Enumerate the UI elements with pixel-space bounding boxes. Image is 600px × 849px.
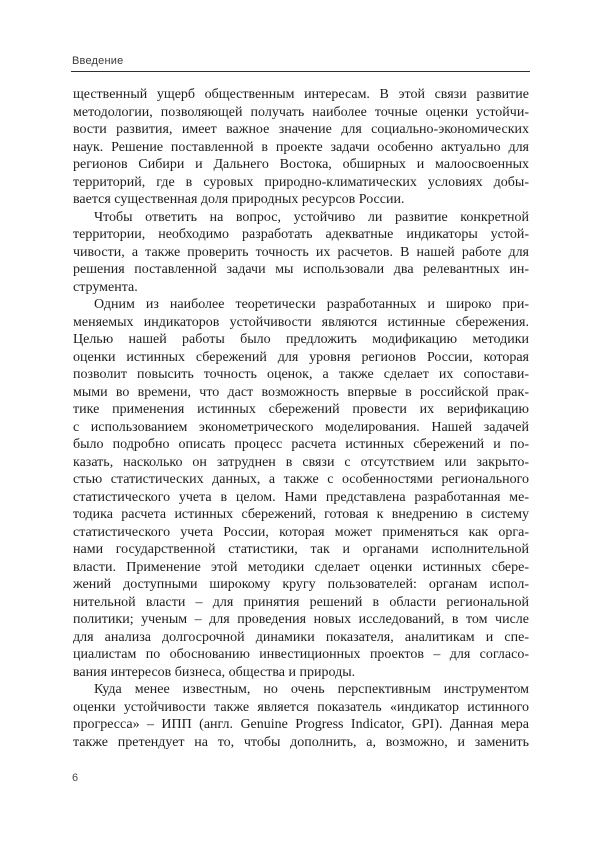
text-line: Одним из наиболее теоретически разработанных и широко при- — [94, 297, 529, 312]
text-line: меняемых индикаторов устойчивости являются истинные сбережения. — [73, 314, 529, 330]
paragraph — [73, 296, 529, 681]
text-line: нительной власти – для принятия решений в области региональной — [73, 594, 529, 610]
text-line: Чтобы ответить на вопрос, устойчиво ли развитие конкретной — [94, 209, 529, 225]
text-line: регионов Сибири и Дальнего Востока, обширных и малоосвоенных — [73, 157, 529, 172]
text-line: стью статистических данных, а также с особенностями регионального — [73, 472, 529, 487]
text-line: с использованием эконометрического моделирования. Нашей задачей — [73, 419, 529, 435]
text-line: власти. Применение этой методики сделает оценки истинных сбере- — [73, 559, 529, 575]
page-number: 6 — [72, 772, 79, 784]
text-line: тодика расчета истинных сбережений, готовая к внедрению в систему — [73, 507, 529, 522]
text-line: чивости, а также проверить точность их расчетов. В нашей работе для — [73, 244, 529, 260]
text-line: тике применения истинных сбережений провести их верификацию — [73, 402, 529, 417]
paragraph — [73, 681, 529, 751]
text-line: территорий, где в суровых природно-климатических условиях добы- — [73, 174, 529, 190]
text-line: позволит повысить точность оценок, а также сделает их сопостави- — [73, 367, 529, 382]
paragraph — [73, 209, 529, 297]
text-line: нами государственной статистики, так и органами исполнительной — [73, 542, 529, 557]
text-line: решения поставленной задачи мы использовали два релевантных ин- — [73, 262, 529, 277]
text-line: политики; ученым – для проведения новых исследований, в том числе — [73, 612, 529, 627]
text-line: Целью нашей работы было предложить модификацию методики — [73, 332, 529, 347]
text-line: жений доступными широкому кругу пользователей: органам испол- — [73, 577, 529, 592]
paragraph — [73, 86, 529, 209]
text-line: наук. Решение поставленной в проекте задачи особенно актуально для — [73, 139, 529, 155]
text-line: также претендует на то, чтобы дополнить, а, возможно, и заменить — [73, 734, 529, 750]
text-line: циалистам по обоснованию инвестиционных проектов – для согласо- — [73, 647, 529, 662]
text-line: статистического учета в целом. Нами представлена разработанная ме- — [73, 489, 529, 505]
text-line: вости развития, имеет важное значение для социально-экономических — [73, 122, 529, 137]
text-line: щественный ущерб общественным интересам. В этой связи развитие — [73, 87, 529, 102]
text-line: прогресса» – ИПП (англ. Genuine Progress Indicator, GPI). Данная мера — [73, 717, 529, 732]
text-line: казать, насколько он затруднен в связи с отсутствием или закрыто- — [73, 454, 529, 470]
body-text — [73, 86, 529, 751]
text-line: статистического учета России, которая может применяться как орга- — [73, 524, 529, 540]
running-head: Введение — [72, 55, 124, 67]
header-rule — [71, 71, 530, 72]
text-line: территории, необходимо разработать адекватные индикаторы устой- — [73, 227, 529, 242]
text-line: оценки истинных сбережений для уровня регионов России, которая — [73, 349, 529, 365]
text-line: Куда менее известным, но очень перспективным инструментом — [94, 682, 529, 697]
text-line: вания интересов бизнеса, общества и природы. — [73, 664, 356, 680]
text-line: струмента. — [73, 279, 138, 295]
text-line: методологии, позволяющей получать наиболее точные оценки устойчи- — [73, 104, 529, 120]
text-line: было подробно описать процесс расчета истинных сбережений и по- — [73, 437, 529, 452]
text-line: оценки устойчивости также является показатель «индикатор истинного — [73, 699, 529, 715]
text-line: вается существенная доля природных ресурсов России. — [73, 192, 405, 207]
text-line: для анализа долгосрочной динамики показателя, аналитикам и спе- — [73, 629, 529, 645]
text-line: мыми во времени, что даст возможность впервые в российской прак- — [73, 384, 529, 400]
